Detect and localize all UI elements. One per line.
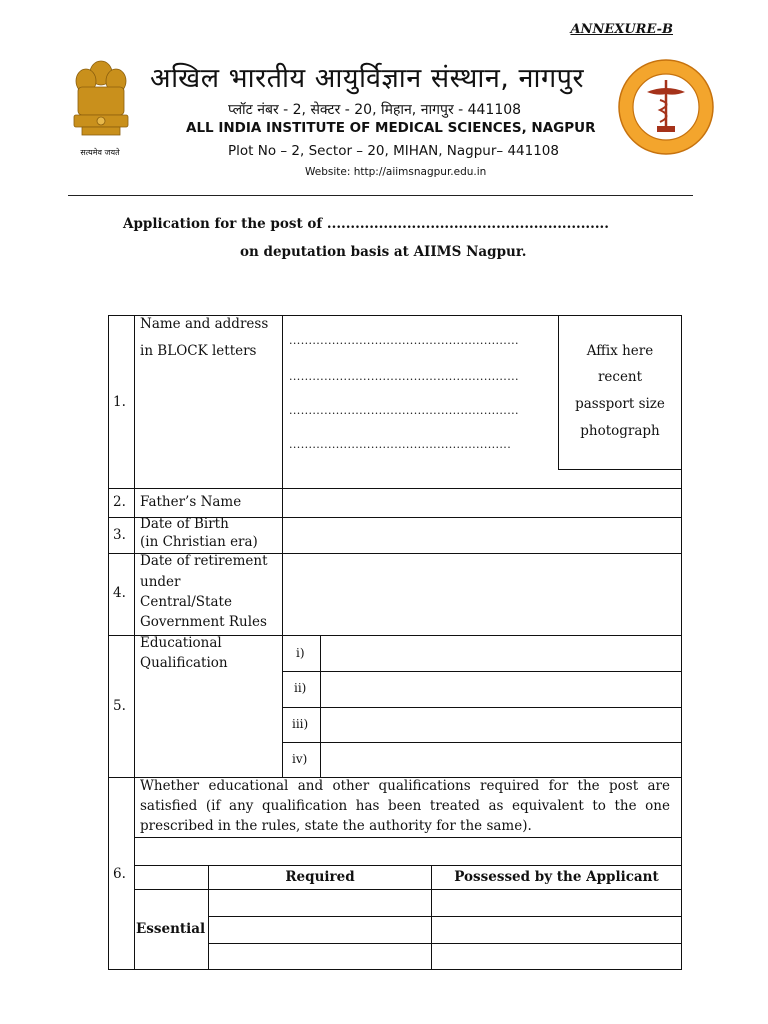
row-number: 6. [113,866,126,882]
education-label: Qualification [140,655,228,671]
row-number: 5. [113,698,126,714]
name-address-label: Name and address [140,316,269,332]
qual-index: iv) [292,752,308,766]
retirement-label: Central/State [140,594,232,610]
qualification-question: Whether educational and other qualifications required for the post are satisfied (if any qualification has been treated as equivalent to the one prescribed in the rules, state the authority for the same). [140,778,670,834]
photo-instruction: passport size [575,396,665,412]
row6-blank-header [134,865,209,890]
retirement-label: Government Rules [140,614,267,630]
hindi-title: अखिल भारतीय आयुर्विज्ञान संस्थान, नागपुर [150,63,585,94]
hindi-address: प्लॉट नंबर - 2, सेक्टर - 20, मिहान, नागपुर - 441108 [228,102,522,118]
aiims-logo-icon [617,58,715,156]
required-field-1[interactable] [208,889,432,917]
photo-instruction: recent [597,369,643,385]
qual-index: iii) [292,717,309,731]
national-emblem-icon [68,55,134,160]
qualification-field-3[interactable] [320,707,682,743]
row-number: 2. [113,494,126,510]
qualification-field-4[interactable] [320,742,682,778]
address-line-3[interactable]: ........................................................... [289,404,519,417]
header-divider [68,195,693,196]
essential-label: Essential [136,921,206,937]
photo-instruction: photograph [580,423,660,439]
required-header: Required [285,869,355,885]
fathers-name-field[interactable] [282,488,682,518]
row-number: 3. [113,527,126,543]
name-address-label: in BLOCK letters [140,343,257,359]
retirement-label: Date of retirement [140,553,268,569]
education-label: Educational [140,635,222,651]
fathers-name-label: Father’s Name [140,494,242,510]
possessed-field-1[interactable] [431,889,682,917]
institute-title: ALL INDIA INSTITUTE OF MEDICAL SCIENCES, NAGPUR [186,120,596,136]
emblem-motto: सत्यमेव जयते [80,148,120,157]
address-line-4[interactable]: ......................................................... [289,438,512,451]
application-heading: Application for the post of ............................................................ [123,216,609,232]
row-number: 4. [113,585,126,601]
qualification-field-2[interactable] [320,671,682,708]
qual-index: ii) [294,681,307,695]
annexure-label: ANNEXURE-B [570,22,673,37]
address-line-2[interactable]: ........................................................... [289,370,519,383]
possessed-field-2[interactable] [431,916,682,944]
required-field-2[interactable] [208,916,432,944]
date-of-birth-field[interactable] [282,517,682,554]
dob-label: Date of Birth [140,516,229,532]
dob-label: (in Christian era) [140,534,258,550]
retirement-label: under [140,574,181,590]
website-link[interactable]: Website: http://aiimsnagpur.edu.in [305,166,487,178]
required-field-3[interactable] [208,943,432,970]
photo-instruction: Affix here [586,343,654,359]
possessed-field-3[interactable] [431,943,682,970]
possessed-header: Possessed by the Applicant [454,869,659,885]
qualification-field-1[interactable] [320,635,682,672]
application-subheading: on deputation basis at AIIMS Nagpur. [240,244,527,260]
row-number: 1. [113,394,126,410]
retirement-date-field[interactable] [282,553,682,636]
institute-address: Plot No – 2, Sector – 20, MIHAN, Nagpur– 441108 [228,143,559,159]
row6-answer-field[interactable] [134,837,682,866]
address-line-1[interactable]: ........................................................... [289,334,519,347]
qual-index: i) [296,646,305,660]
